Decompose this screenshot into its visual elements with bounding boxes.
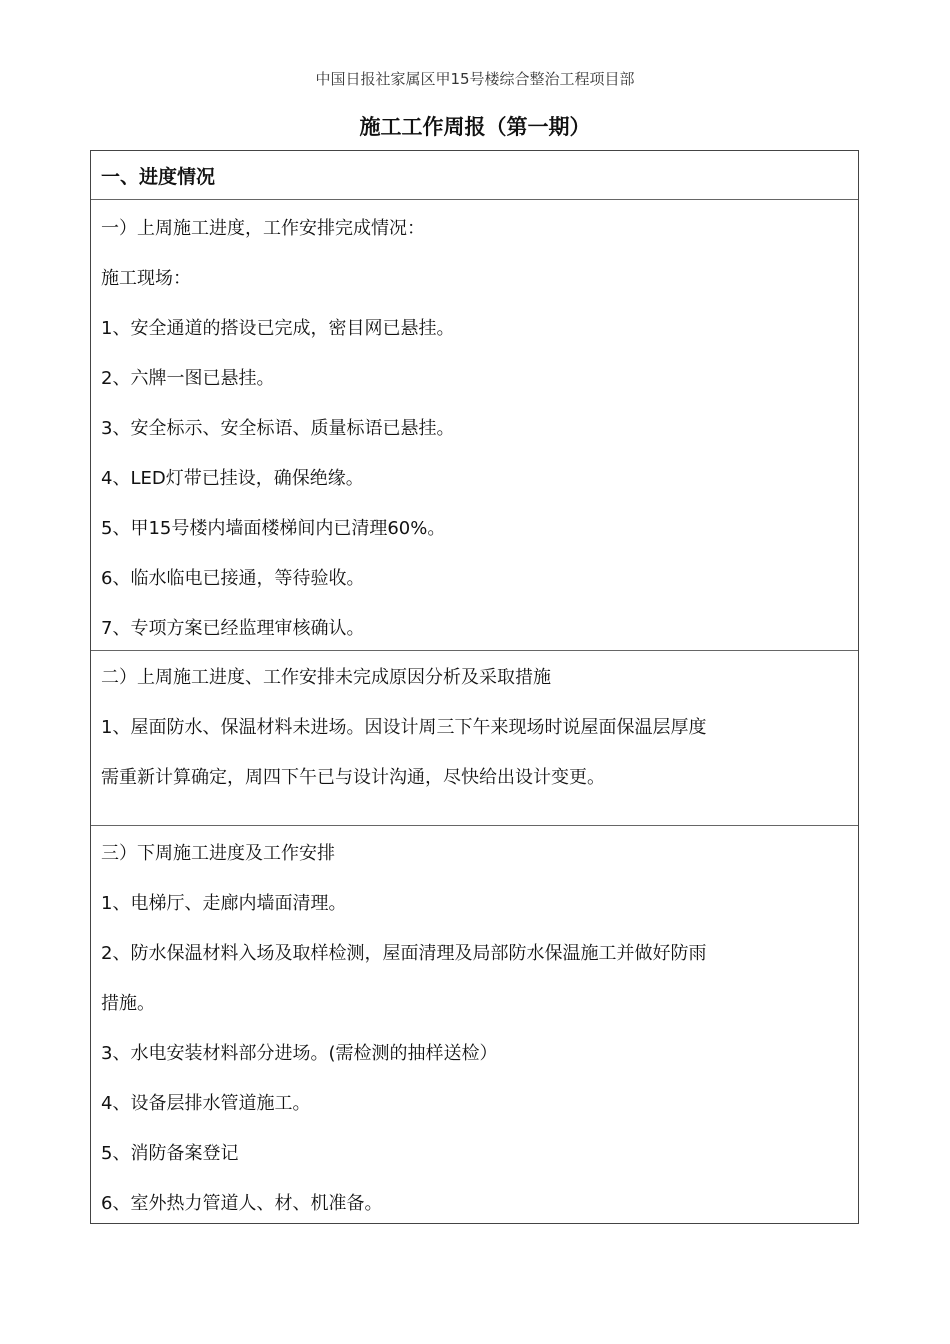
last-week-incomplete-block	[91, 650, 858, 825]
organization-header: 中国日报社家属区甲15号楼综合整治工程项目部	[315, 70, 635, 88]
list-item: 2、防水保温材料入场及取样检测，屋面清理及局部防水保温施工并做好防雨	[101, 943, 707, 964]
list-item: 4、LED灯带已挂设，确保绝缘。	[101, 468, 364, 489]
report-title: 施工工作周报（第一期）	[359, 115, 591, 139]
list-item: 3、安全标示、安全标语、质量标语已悬挂。	[101, 418, 455, 439]
text-line: 需重新计算确定，周四下午已与设计沟通，尽快给出设计变更。	[101, 767, 605, 788]
block-heading: 三）下周施工进度及工作安排	[101, 843, 335, 864]
list-item: 7、专项方案已经监理审核确认。	[101, 618, 365, 639]
list-item: 6、临水临电已接通，等待验收。	[101, 568, 365, 589]
list-item: 1、安全通道的搭设已完成，密目网已悬挂。	[101, 318, 455, 339]
last-week-completed-block	[91, 200, 858, 650]
next-week-plan-block	[91, 825, 858, 1223]
list-item: 5、甲15号楼内墙面楼梯间内已清理60%。	[101, 518, 446, 539]
list-item-continuation: 措施。	[101, 993, 155, 1014]
block-heading: 一）上周施工进度，工作安排完成情况：	[101, 218, 425, 239]
list-item: 1、电梯厅、走廊内墙面清理。	[101, 893, 347, 914]
block-heading: 二）上周施工进度、工作安排未完成原因分析及采取措施	[101, 667, 551, 688]
list-item: 2、六牌一图已悬挂。	[101, 368, 275, 389]
section-heading-progress: 一、进度情况	[91, 151, 858, 200]
list-item: 3、水电安装材料部分进场。(需检测的抽样送检）	[101, 1043, 498, 1064]
list-item: 4、设备层排水管道施工。	[101, 1093, 311, 1114]
text-line: 1、屋面防水、保温材料未进场。因设计周三下午来现场时说屋面保温层厚度	[101, 717, 707, 738]
report-table	[90, 150, 859, 1224]
block-subheading: 施工现场：	[101, 268, 191, 289]
list-item: 6、室外热力管道人、材、机准备。	[101, 1193, 383, 1214]
list-item: 5、消防备案登记	[101, 1143, 239, 1164]
